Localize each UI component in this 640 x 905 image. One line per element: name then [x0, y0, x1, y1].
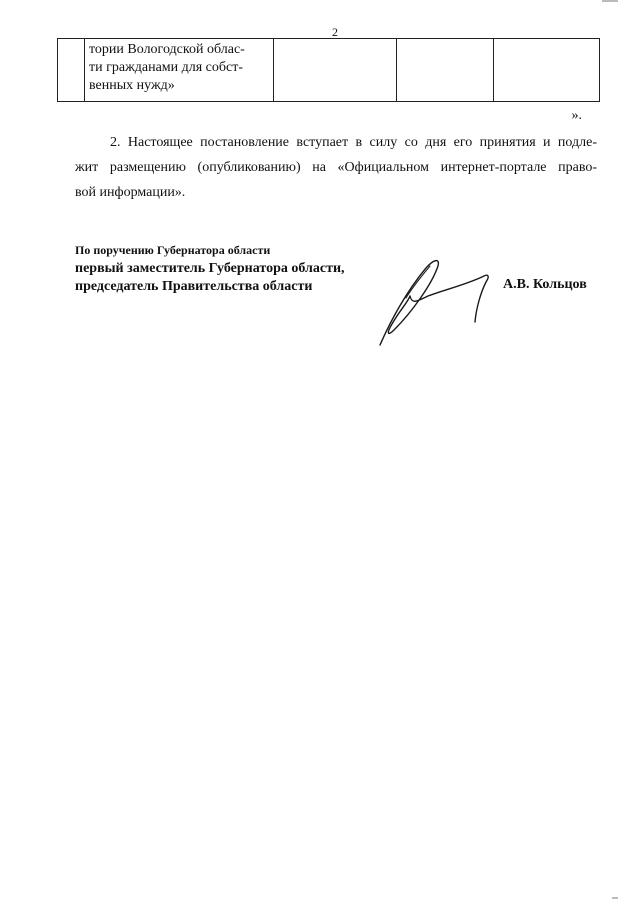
cell-line: тории Вологодской облас- — [89, 42, 245, 57]
cell-line: ти гражданами для собст- — [89, 60, 244, 75]
table-cell-empty — [397, 39, 494, 102]
page-number: 2 — [332, 25, 338, 39]
table-cell-empty — [494, 39, 600, 102]
table-cell-text — [85, 39, 274, 102]
table-cell-number — [58, 39, 85, 102]
paragraph-line: 2. Настоящее постановление вступает в силу со дня его принятия и подле- — [110, 135, 597, 150]
paragraph-line: вой информации». — [75, 185, 186, 200]
scan-mark-top — [602, 0, 618, 2]
continuation-table — [57, 38, 600, 102]
closing-quote: ». — [571, 108, 582, 123]
signatory-name: А.В. Кольцов — [503, 277, 587, 292]
table-cell-empty — [274, 39, 397, 102]
paragraph-line: жит размещению (опубликованию) на «Официальном интернет-портале право- — [75, 160, 597, 175]
signature-position-line-2: председатель Правительства области — [75, 279, 313, 294]
table-row — [58, 39, 600, 102]
scan-mark-bottom — [612, 897, 618, 899]
handwritten-signature — [372, 252, 502, 348]
cell-line: венных нужд» — [89, 78, 175, 93]
signature-on-behalf: По поручению Губернатора области — [75, 243, 271, 257]
signature-position-line-1: первый заместитель Губернатора области, — [75, 261, 345, 276]
